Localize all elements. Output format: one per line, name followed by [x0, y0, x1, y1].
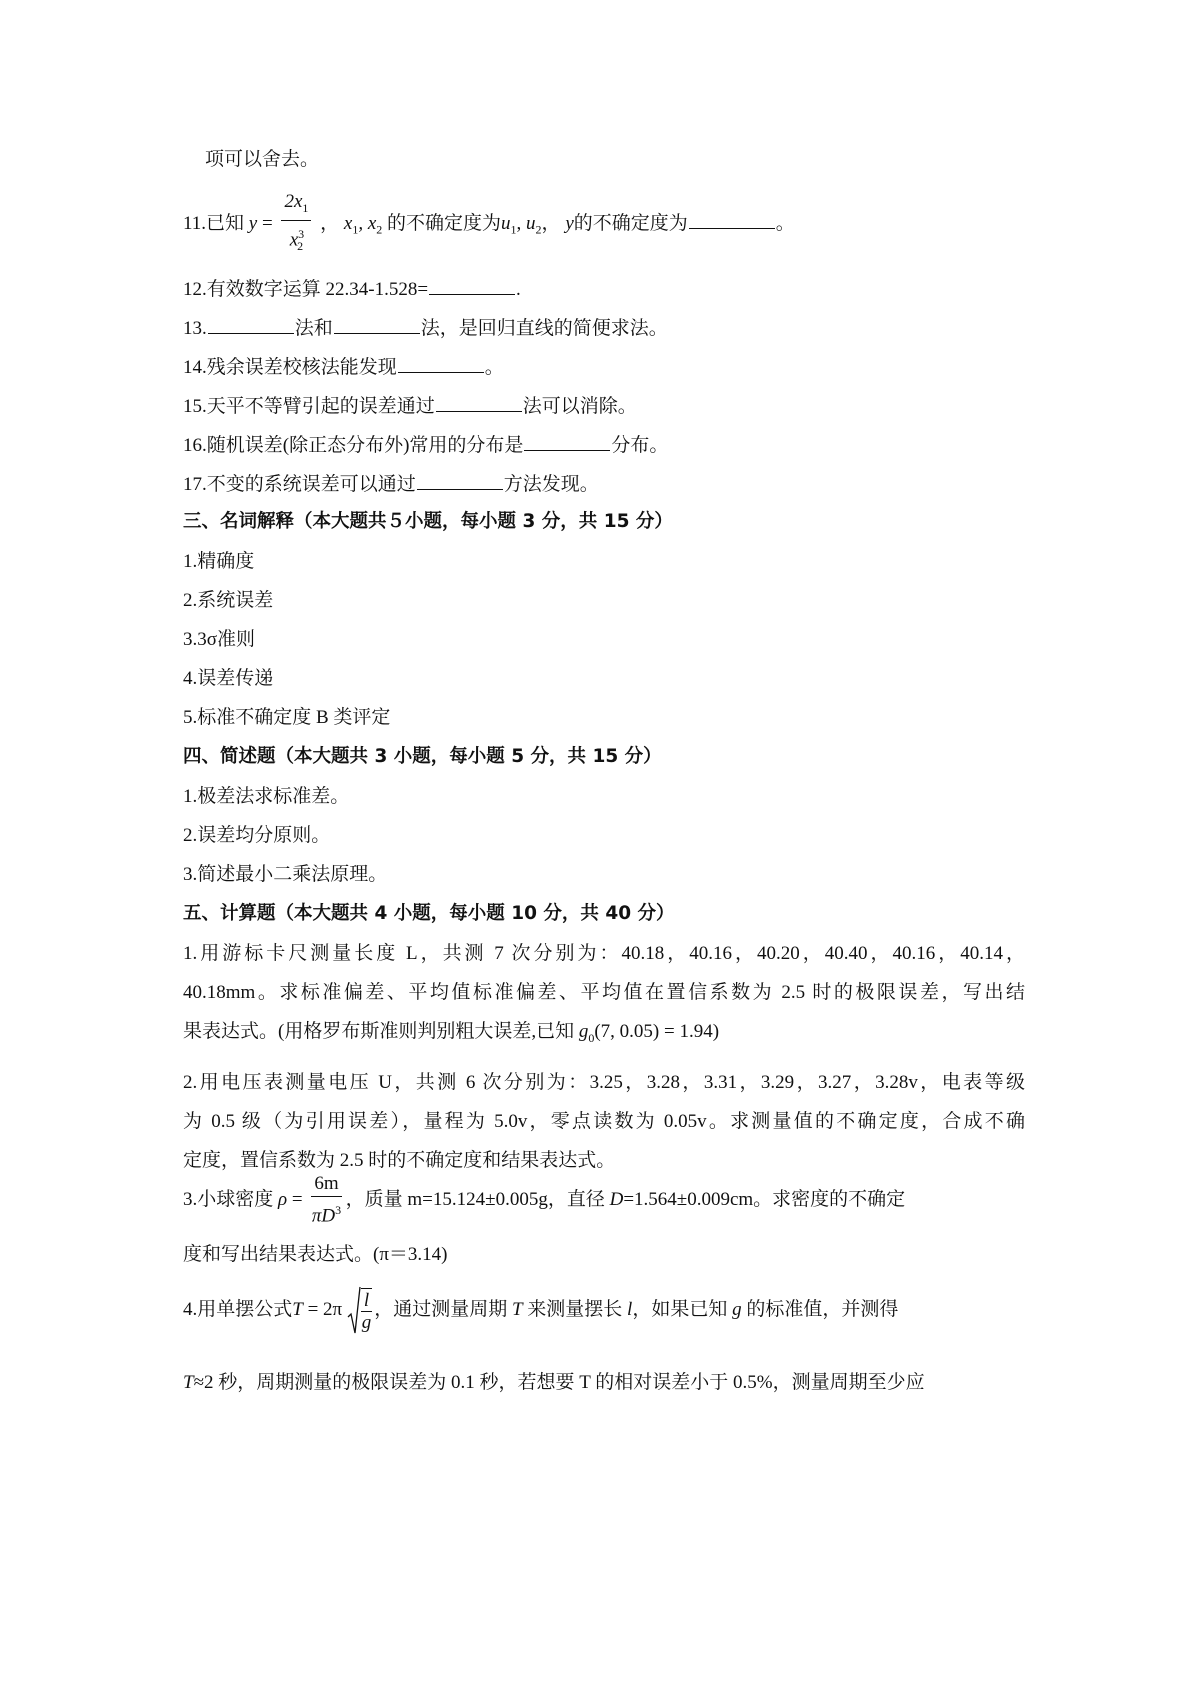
q15-answer-blank[interactable]	[436, 393, 522, 412]
sec4-item-2: 2.误差均分原则。	[183, 825, 331, 846]
q14-answer-blank[interactable]	[398, 354, 484, 373]
q11-denominator: $x^3_2$	[289, 226, 305, 253]
q10-continuation: 项可以舍去。	[205, 149, 320, 170]
question-13: 13. 法和 法，是回归直线的简便求法。	[183, 315, 668, 341]
sec4-item-1: 1.极差法求标准差。	[183, 786, 350, 807]
q11-text1: 的不确定度为	[387, 212, 502, 234]
sec3-item-3: 3.3σ准则	[183, 629, 255, 650]
q13-answer-blank-2[interactable]	[334, 315, 420, 334]
sec4-item-3: 3.简述最小二乘法原理。	[183, 864, 388, 885]
q16-answer-blank[interactable]	[524, 432, 610, 451]
section-4-heading: 四、简述题（本大题共 3 小题，每小题 5 分，共 15 分）	[183, 746, 662, 767]
question-14: 14.残余误差校核法能发现 。	[183, 354, 504, 380]
question-15: 15.天平不等臂引起的误差通过 法可以消除。	[183, 393, 637, 419]
sec5-p1-line2: 40.18mm。求标准偏差、平均值标准偏差、平均值在置信系数为 2.5 时的极限误差，写出结	[183, 982, 1025, 1003]
sec5-p1-line1: 1.用游标卡尺测量长度 L，共测 7 次分别为：40.18，40.16，40.20，40.40，40.16，40.14，	[183, 943, 1025, 964]
sec3-item-4: 4.误差传递	[183, 668, 274, 689]
sec5-p2-line3: 定度，置信系数为 2.5 时的不确定度和结果表达式。	[183, 1150, 616, 1171]
sec5-p2-line2: 为 0.5 级（为引用误差），量程为 5.0v，零点读数为 0.05v。求测量值的不确定度，合成不确	[183, 1111, 1025, 1132]
q13-answer-blank-1[interactable]	[208, 315, 294, 334]
density-fraction: $\frac{6m}{\pi D^3}$	[311, 1173, 342, 1227]
q11-numerator: $2x_1$	[281, 190, 311, 221]
q12-answer-blank[interactable]	[429, 276, 515, 295]
sqrt-radical: $\frac{l}{g}$	[347, 1283, 374, 1339]
q11-prefix: 11.已知	[183, 212, 245, 234]
sec5-p4-line1: 4.用单摆公式T = 2π $\frac{l}{g}$ ，通过测量周期 T 来测量摆长 l，如果已知 g 的标准值，并测得	[183, 1282, 898, 1339]
sec3-item-5: 5.标准不确定度 B 类评定	[183, 707, 391, 728]
question-11: 11.已知 y = $\frac{2x_1}{x^3_2}$ ， $x_1$, $x_2$ 的不确定度为$u_1$, $u_2$， y的不确定度为 。	[183, 190, 795, 259]
section-3-heading: 三、名词解释（本大题共５小题，每小题 3 分，共 15 分）	[183, 511, 673, 532]
sec3-item-1: 1.精确度	[183, 551, 255, 572]
sec3-item-2: 2.系统误差	[183, 590, 274, 611]
question-16: 16.随机误差(除正态分布外)常用的分布是 分布。	[183, 432, 668, 458]
radical-sign-icon	[347, 1285, 361, 1337]
q11-fraction	[281, 190, 311, 259]
q11-answer-blank[interactable]	[689, 210, 775, 229]
question-17: 17.不变的系统误差可以通过 方法发现。	[183, 471, 599, 497]
q17-answer-blank[interactable]	[417, 471, 503, 490]
sec5-p3-line2: 度和写出结果表达式。(π＝3.14)	[183, 1244, 448, 1265]
q11-eq: =	[261, 212, 273, 234]
q11-text3: 的不确定度为	[573, 212, 688, 234]
sec5-p3-line1: 3.小球密度 ρ = $\frac{6m}{\pi D^3}$ ，质量 m=15.124±0.005g，直径 D=1.564±0.009cm。求密度的不确定	[183, 1172, 1025, 1229]
q11-y: y	[248, 212, 258, 234]
section-5-heading: 五、计算题（本大题共 4 小题，每小题 10 分，共 40 分）	[183, 903, 675, 924]
sec5-p2-line1: 2.用电压表测量电压 U，共测 6 次分别为：3.25，3.28，3.31，3.29，3.27，3.28v，电表等级	[183, 1072, 1025, 1093]
question-12: 12.有效数字运算 22.34-1.528= .	[183, 276, 521, 302]
sec5-p4-line2: T≈2 秒，周期测量的极限误差为 0.1 秒，若想要 T 的相对误差小于 0.5%，测量周期至少应	[183, 1372, 925, 1393]
sec5-p1-line3: 果表达式。(用格罗布斯准则判别粗大误差,已知 $g_0(7$, 0.05) = 1.94)	[183, 1021, 720, 1045]
